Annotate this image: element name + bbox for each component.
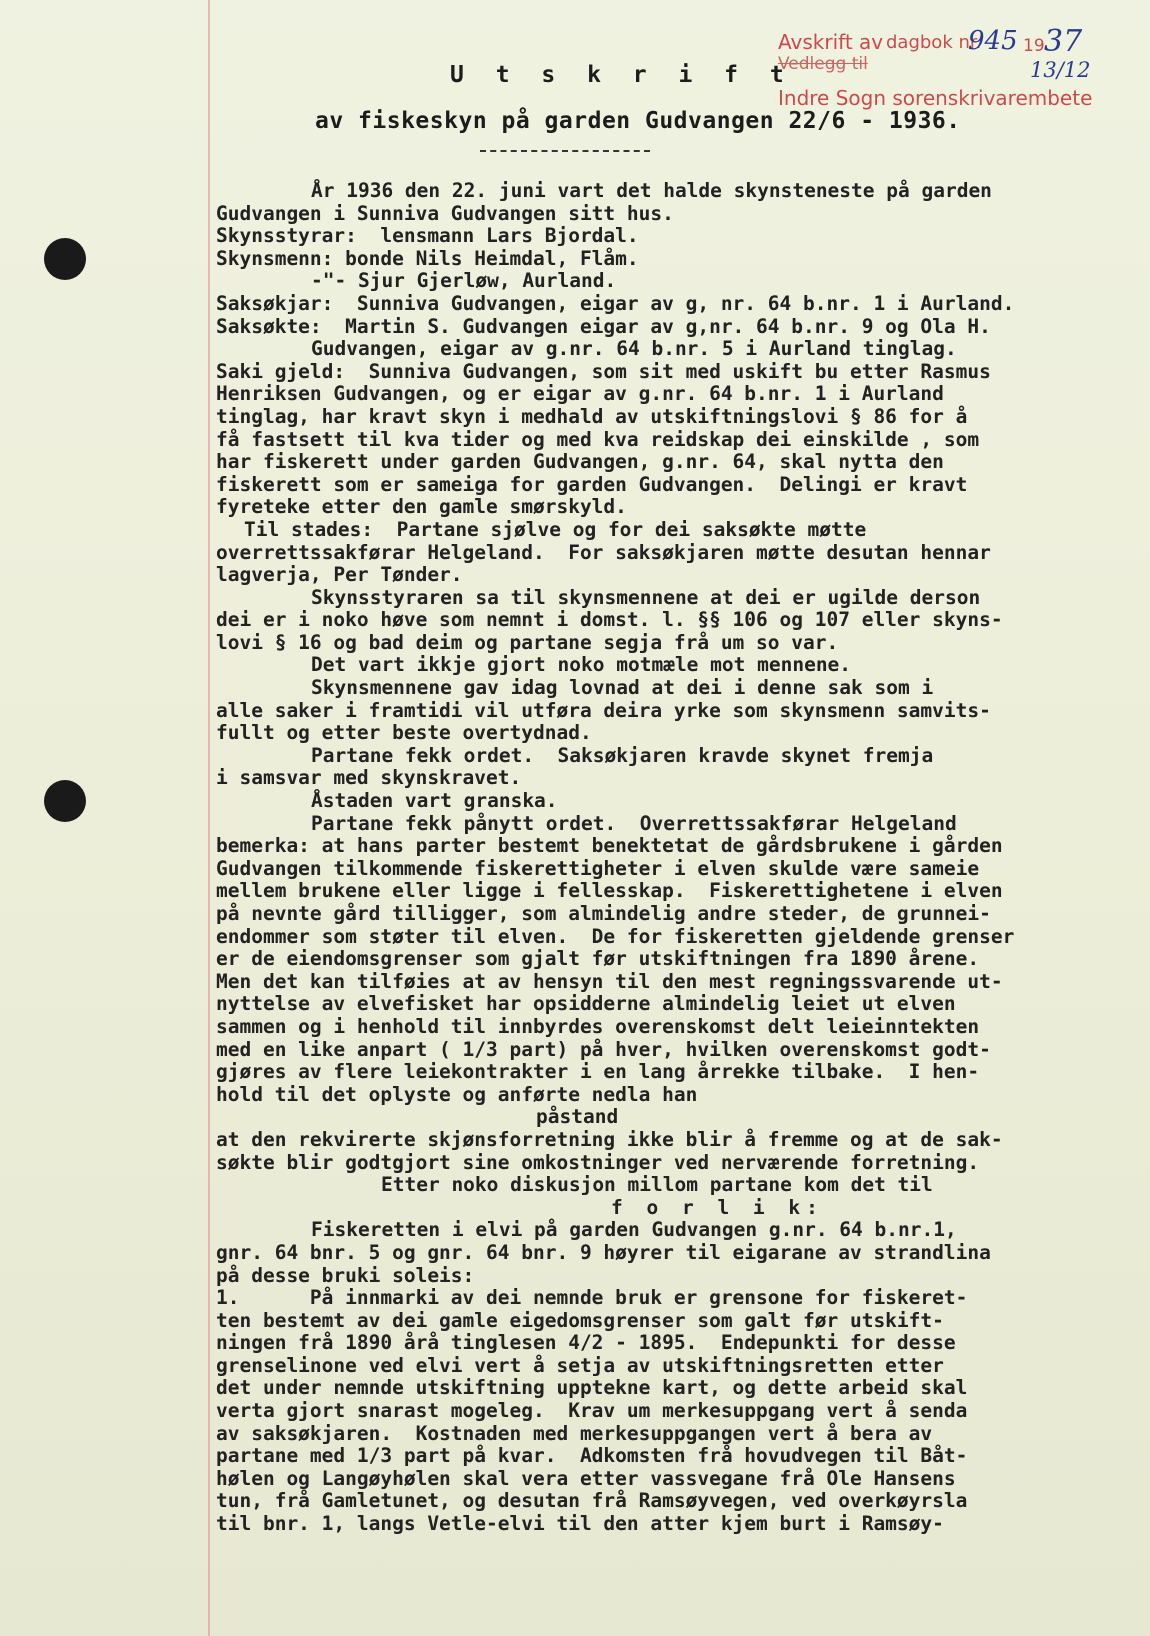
text-line: Partane fekk pånytt ordet. Overrettssakførar Helgeland — [311, 811, 957, 835]
text-line: overrettssakførar Helgeland. For saksøkjaren møtte desutan hennar — [216, 540, 991, 564]
text-line: er de eiendomsgrenser som gjalt før utskiftningen fra 1890 årene. — [216, 947, 980, 971]
text-line: tun, frå Gamletunet, og desutan frå Ramsøyvegen, ved overkøyrsla — [216, 1489, 968, 1513]
text-line: ten bestemt av dei gamle eigedomsgrenser som galt før utskift- — [216, 1308, 944, 1332]
text-line: Gudvangen tilkommende fiskerettigheter i elven skulde være sameie — [216, 856, 980, 880]
text-line: gjøres av flere leiekontrakter i en lang årrekke tilbake. I hen- — [216, 1060, 980, 1084]
text-line: dei er i noko høve som nemnt i domst. l. §§ 106 og 107 eller skyns- — [216, 608, 1003, 632]
text-line: Skynsmennene gav idag lovnad at dei i denne sak som i — [311, 676, 934, 700]
office-stamp — [778, 24, 1128, 118]
document-title: U t s k r i f t — [450, 62, 793, 88]
text-line: hold til det oplyste og anførte nedla han — [216, 1082, 698, 1106]
text-line: Partane fekk ordet. Saksøkjaren kravde skynet fremja — [311, 743, 934, 767]
text-line: tinglag, har kravt skyn i medhald av utskiftningslovi § 86 for å — [216, 404, 968, 428]
margin-line — [208, 0, 210, 1636]
text-line: ningen frå 1890 årå tinglesen 4/2 - 1895. Endepunkti for desse — [216, 1331, 956, 1355]
text-line: Åstaden vart granska. — [311, 789, 558, 813]
text-line: fullt og etter beste overtydnad. — [216, 721, 592, 745]
text-line: til bnr. 1, langs Vetle-elvi til den atter kjem burt i Ramsøy- — [216, 1512, 944, 1536]
text-line: av saksøkjaren. Kostnaden med merkesuppgangen vert å bera av — [216, 1421, 933, 1445]
text-line: at den rekvirerte skjønsforretning ikke blir å fremme og at de sak- — [216, 1127, 1003, 1151]
stamp-office: Indre Sogn sorenskrivarembete — [778, 86, 1093, 110]
document-subtitle: av fiskeskyn på garden Gudvangen 22/6 - 1936. — [315, 108, 961, 134]
text-line: søkte blir godtgjort sine omkostninger ved nerværende forretning. — [216, 1150, 980, 1174]
text-line: 1. På innmarki av dei nemnde bruk er grensone for fiskeret- — [216, 1286, 968, 1310]
text-line: Til stades: Partane sjølve og for dei saksøkte møtte — [244, 517, 867, 541]
text-line: Skynsstyraren sa til skynsmennene at dei er ugilde derson — [311, 585, 981, 609]
subtitle-underline — [480, 150, 650, 152]
text-line: verta gjort snarast mogeleg. Krav um merkesuppgang vert å senda — [216, 1399, 968, 1423]
text-line: i samsvar med skynskravet. — [216, 766, 522, 790]
text-line: fiskerett som er sameiga for garden Gudvangen. Delingi er kravt — [216, 472, 968, 496]
text-line: på desse bruki soleis: — [216, 1263, 475, 1287]
text-line: Det vart ikkje gjort noko motmæle mot mennene. — [311, 653, 852, 677]
text-line: Saki gjeld: Sunniva Gudvangen, som sit med uskift bu etter Rasmus — [216, 359, 991, 383]
text-line: Gudvangen, eigar av g.nr. 64 b.nr. 5 i Aurland tinglag. — [311, 337, 957, 361]
text-line: hølen og Langøyhølen skal vera etter vassvegane frå Ole Hansens — [216, 1466, 956, 1490]
text-line: Saksøkjar: Sunniva Gudvangen, eigar av g, nr. 64 b.nr. 1 i Aurland. — [216, 291, 1015, 315]
text-line: nyttelse av elvefisket har opsidderne almindelig leiet ut elven — [216, 992, 956, 1016]
text-line: Saksøkte: Martin S. Gudvangen eigar av g,nr. 64 b.nr. 9 og Ola H. — [216, 314, 991, 338]
text-line: Fiskeretten i elvi på garden Gudvangen g.nr. 64 b.nr.1, — [311, 1218, 957, 1242]
stamp-number: 945 — [968, 26, 1018, 56]
text-line: grenselinone ved elvi vert å setja av utskiftningsretten etter — [216, 1353, 944, 1377]
text-line: År 1936 den 22. juni vart det halde skynsteneste på garden — [311, 179, 992, 202]
text-line: få fastsett til kva tider og med kva reidskap dei einskilde , som — [216, 427, 980, 451]
text-line: Skynsmenn: bonde Nils Heimdal, Flåm. — [216, 246, 639, 270]
text-line: påstand — [536, 1105, 619, 1129]
stamp-avskrift: Avskrift av — [778, 30, 884, 54]
text-line: Gudvangen i Sunniva Gudvangen sitt hus. — [216, 201, 674, 225]
document-body — [216, 180, 1136, 1536]
text-line: lovi § 16 og bad deim og partane segja frå um so var. — [216, 630, 839, 654]
text-line: det under nemnde utskiftning upptekne kart, og dette arbeid skal — [216, 1376, 968, 1400]
text-line: har fiskerett under garden Gudvangen, g.nr. 64, skal nytta den — [216, 450, 944, 474]
text-line: alle saker i framtidi vil utføra deira yrke som skynsmenn samvits- — [216, 698, 991, 722]
text-line: sammen og i henhold til innbyrdes overenskomst delt leieinntekten — [216, 1014, 980, 1038]
text-line: bemerka: at hans parter bestemt benektetat de gårdsbrukene i gården — [216, 834, 1003, 858]
text-line: Etter noko diskusjon millom partane kom det til — [381, 1173, 933, 1197]
text-line: Men det kan tilføies at av hensyn til den mest regningssvarende ut- — [216, 969, 1003, 993]
text-line: mellem brukene eller ligge i fellesskap. Fiskerettighetene i elven — [216, 879, 1003, 903]
text-line: med en like anpart ( 1/3 part) på hver, hvilken overenskomst godt- — [216, 1037, 991, 1061]
text-line: på nevnte gård tilligger, som almindelig andre steder, de grunnei- — [216, 902, 991, 925]
punch-hole — [44, 780, 86, 822]
text-line: Skynsstyrar: lensmann Lars Bjordal. — [216, 224, 639, 248]
stamp-dagbok: dagbok nr. — [886, 32, 982, 53]
text-line: -"- Sjur Gjerløw, Aurland. — [311, 269, 617, 293]
stamp-vedlegg: Vedlegg til — [778, 54, 868, 74]
text-line: partane med 1/3 part på kvar. Adkomsten frå hovudvegen til Båt- — [216, 1444, 968, 1468]
stamp-date: 13/12 — [1030, 58, 1091, 82]
text-line: fyreteke etter den gamle smørskyld. — [216, 495, 627, 519]
text-line: f o r l i k: — [611, 1195, 824, 1219]
punch-hole — [44, 238, 86, 280]
text-line: endommer som støter til elven. De for fiskeretten gjeldende grenser — [216, 924, 1015, 948]
stamp-year-prefix: 19 — [1023, 36, 1045, 56]
text-line: Henriksen Gudvangen, og er eigar av g.nr. 64 b.nr. 1 i Aurland — [216, 382, 944, 406]
text-line: gnr. 64 bnr. 5 og gnr. 64 bnr. 9 høyrer til eigarane av strandlina — [216, 1240, 991, 1264]
stamp-year-suffix: 37 — [1044, 24, 1083, 59]
text-line: lagverja, Per Tønder. — [216, 563, 463, 587]
